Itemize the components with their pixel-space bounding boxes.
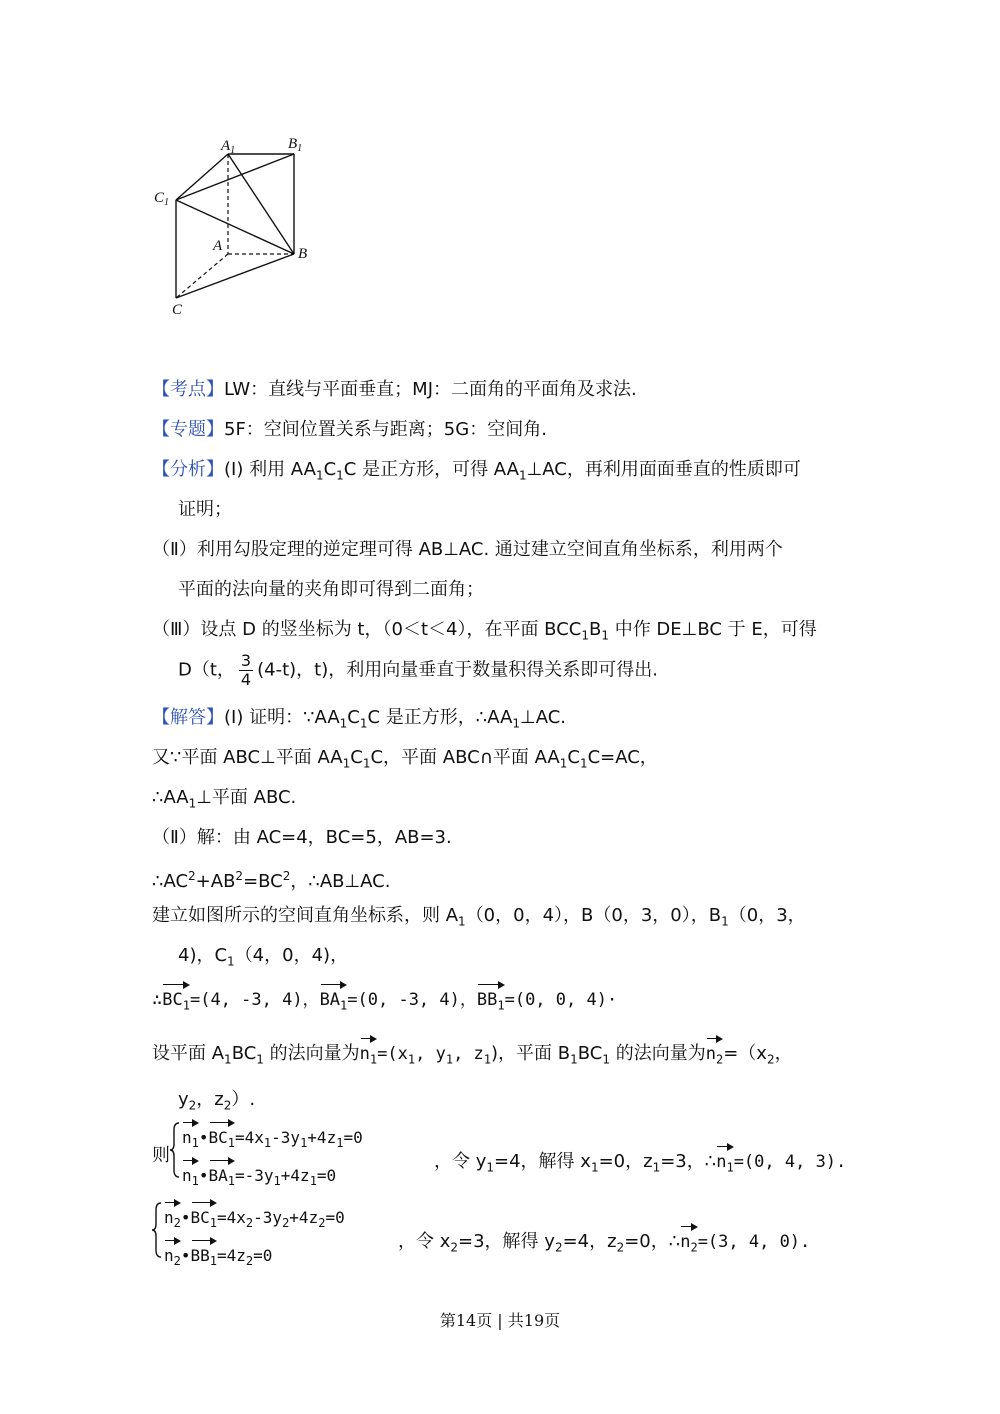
fenxi-line-3: （Ⅱ）利用勾股定理的逆定理可得 AB⊥AC. 通过建立空间直角坐标系，利用两个: [152, 539, 783, 560]
system2-eq1: $n_2•BC_1=4x_2-3y_2+4z_2=0$: [164, 1200, 345, 1235]
vector-ba1: $BA_1$: [320, 982, 348, 1017]
system1-eq2: $n_1•BA_1=-3y_1+4z_1=0$: [182, 1158, 336, 1193]
page-footer: 第14页 | 共19页: [439, 1311, 561, 1330]
jieda-line-3: $\therefore AA_1\perp$平面 ABC.: [152, 787, 297, 811]
jieda-vectors-line: $\therefore BC_1=(4$, -3, 4)，$BA_1=(0$, -3, 4)，$BB_1=(0$, 0, 4)·: [152, 982, 617, 1017]
zhuanti-tag: 【专题】: [152, 419, 224, 440]
fenxi-tag: 【分析】: [152, 459, 224, 480]
system1-eq1: $n_1•BC_1=4x_1-3y_1+4z_1=0$: [182, 1120, 363, 1155]
ze-label: 则: [152, 1145, 170, 1166]
kaodian-text: LW：直线与平面垂直；MJ：二面角的平面角及求法.: [224, 379, 637, 400]
kaodian-line: [152, 378, 637, 402]
label-b1: $B_1$: [288, 136, 303, 154]
jieda-line-6: 建立如图所示的空间直角坐标系，则 $A_1(0$，0，4），B（0，3，0），$B_1(0$，3，: [152, 905, 806, 929]
vector-n1: $n_1$: [360, 1036, 377, 1071]
vector-n2-result: $n_2$: [680, 1224, 697, 1259]
system2-tail: ，令 $x_2=3$，解得 $y_2=4$，$z_2=0$，$\therefore n_2=(3$, 4, 0).: [398, 1224, 810, 1260]
jieda-tag: 【解答】: [152, 707, 224, 728]
vector-n2: $n_2$: [706, 1036, 723, 1071]
jieda-line-4: （Ⅱ）解：由 AC=4，BC=5，AB=3.: [152, 827, 452, 848]
label-a: A: [213, 238, 223, 254]
jieda-normal-line: 设平面 $A_1BC_1$ 的法向量为$n_1=(x_1$, $y_1$, $z_1$)，平面 $B_1BC_1$ 的法向量为$n_2=(x_2$，: [152, 1036, 793, 1072]
prism-figure: [150, 132, 330, 322]
fenxi-line-1: 【分析】(Ⅰ) 利用 $AA_1C_1C$ 是正方形，可得 $AA_1\perp AC$，再利用面面垂直的性质即可: [152, 459, 801, 483]
fenxi-line-2: 证明；: [178, 499, 232, 520]
vector-bc1: $BC_1$: [162, 982, 190, 1017]
edge-c-b: [176, 254, 294, 298]
edge-c1-b1: [176, 154, 294, 200]
system2-brace: [152, 1202, 162, 1258]
vector-n1-result: $n_1$: [716, 1144, 733, 1179]
fenxi-line-5: （Ⅲ）设点 D 的竖坐标为 t，（0＜t＜4），在平面 $BCC_1B_1$ 中作 DE⊥BC 于 E，可得: [152, 619, 817, 643]
label-c1: $C_1$: [154, 190, 170, 208]
edge-a-c-hidden: [176, 254, 228, 298]
label-a1: $A_1$: [221, 138, 236, 156]
fenxi-line-6: D（t， $\frac{3}{4}$ (4-t)，t)，利用向量垂直于数量积得关系即可得出.: [178, 651, 658, 689]
vector-bb1: $BB_1$: [477, 982, 505, 1017]
system1-tail: ，令 $y_1=4$，解得 $x_1=0$，$z_1=3$，$\therefore n_1=(0$, 4, 3).: [434, 1144, 846, 1180]
label-b: B: [298, 246, 308, 262]
jieda-line-1: 【解答】(Ⅰ) 证明：$\because AA_1C_1C$ 是正方形，$\therefore AA_1\perp AC$.: [152, 707, 566, 731]
system2-eq2: $n_2•BB_1=4z_2=0$: [164, 1238, 272, 1273]
edge-a1-c1: [176, 154, 228, 200]
fenxi-line-4: 平面的法向量的夹角即可得到二面角；: [178, 579, 484, 600]
jieda-line-7: 4)，$C_1(4$，0，4)，: [178, 945, 349, 969]
kaodian-tag: 【考点】: [152, 379, 224, 400]
jieda-n2-cont: $y_2$，$z_2$）.: [178, 1089, 256, 1113]
label-c: C: [172, 302, 183, 318]
zhuanti-line: [152, 418, 547, 442]
zhuanti-text: 5F：空间位置关系与距离；5G：空间角.: [224, 419, 547, 440]
system1-brace: [170, 1122, 180, 1178]
jieda-line-2: 又∵平面 ABC⊥平面 $AA_1C_1C$，平面 ABC∩平面 $AA_1C_1C=AC$，: [152, 747, 658, 771]
jieda-line-5: $\therefore AC^2+AB^2=BC^2$，∴AB⊥AC.: [152, 869, 391, 892]
fraction-3-4: $\frac{3}{4}$: [240, 651, 252, 689]
